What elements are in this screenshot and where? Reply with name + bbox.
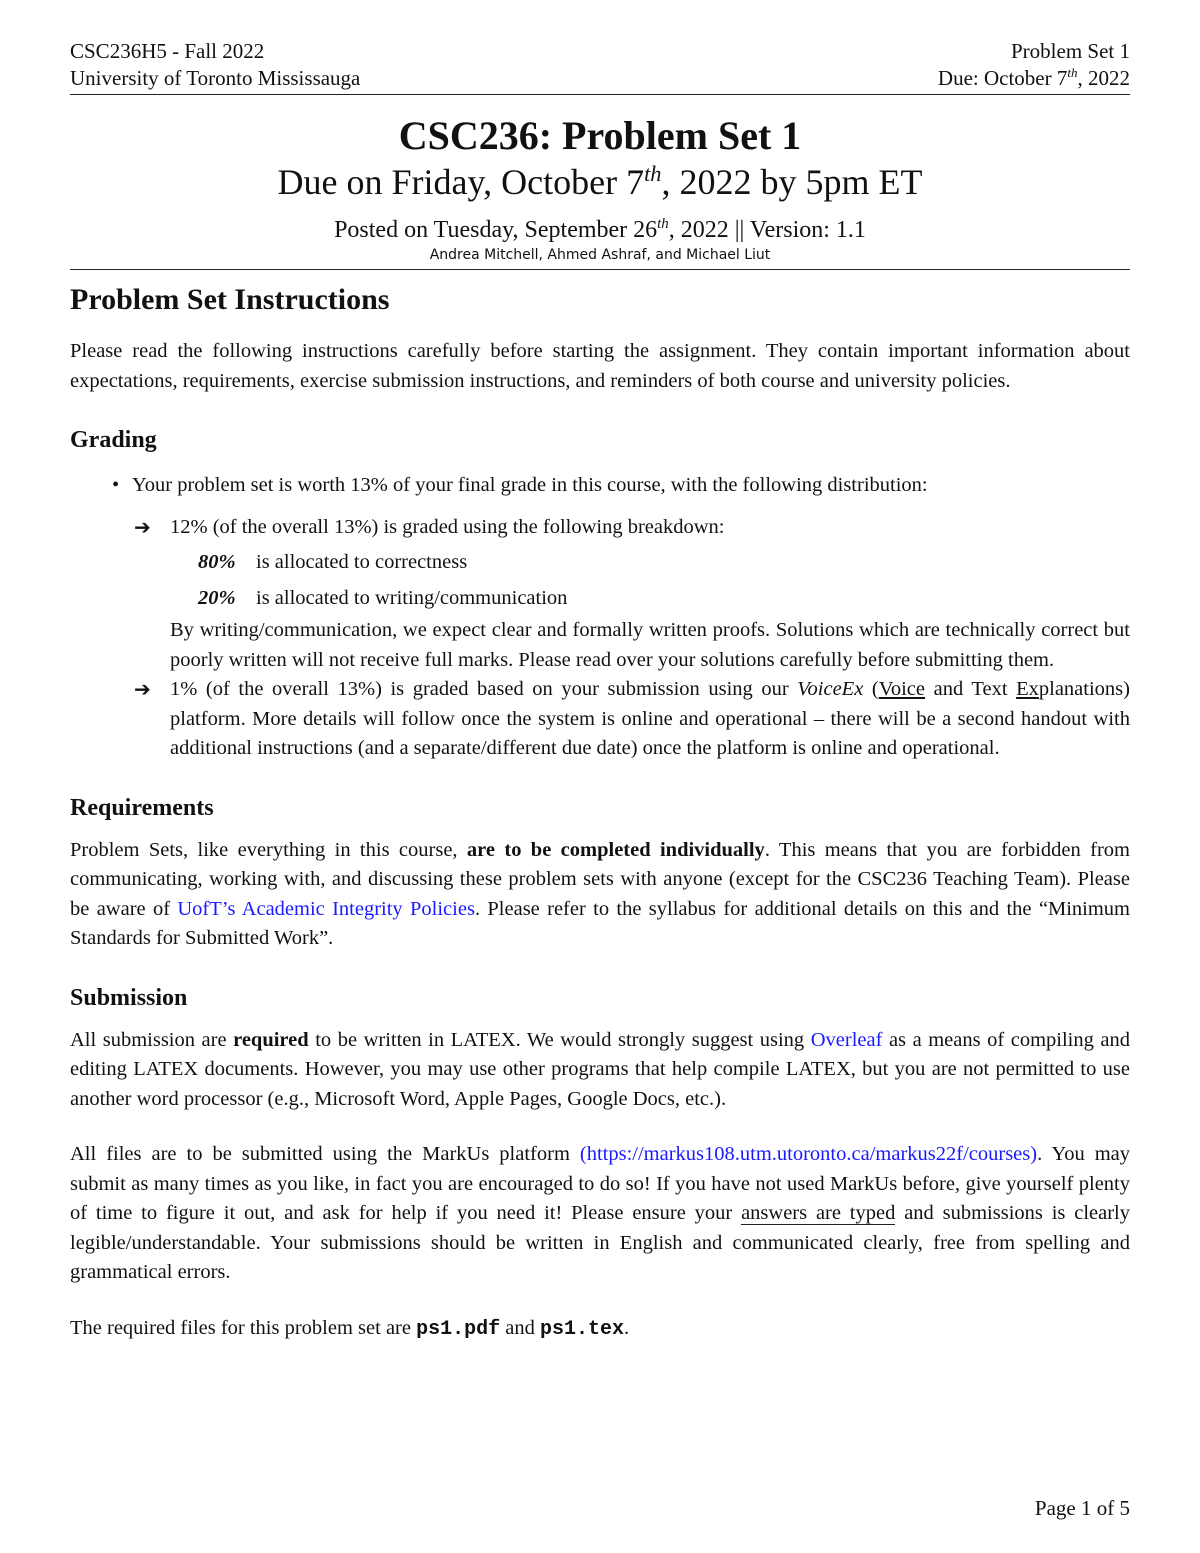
academic-integrity-link[interactable]: UofT’s Academic Integrity Policies bbox=[177, 897, 475, 920]
grading-heading: Grading bbox=[70, 427, 157, 453]
requirements-section bbox=[70, 792, 1130, 954]
grading-bullet: • Your problem set is worth 13% of your final grade in this course, with the following distribution: bbox=[70, 471, 1130, 501]
instructions-intro: Please read the following instructions carefully before starting the assignment. They contain important information about expectations, requirements, exercise submission instructions, and reminders of both course and university policies. bbox=[70, 340, 1130, 392]
breakdown-correctness: 80% is allocated to correctness bbox=[198, 551, 468, 573]
submission-paragraph-2: All files are to be submitted using the MarkUs platform (https://markus108.utm.utoronto.ca/markus22f/courses). You may submit as many times as you like, in fact you are encouraged to do so! If you have not used MarkUs before, give yourself plenty of time to figure it out, and ask for help if you need it! Please ensure your answers are typed and submissions is clearly legible/understandable. Your submissions should be written in English and communicated clearly, free from spelling and grammatical errors. bbox=[70, 1143, 1130, 1283]
submission-section bbox=[70, 982, 1130, 1345]
submission-heading: Submission bbox=[70, 984, 188, 1011]
due-line: Due on Friday, October 7th, 2022 by 5pm ET bbox=[277, 161, 923, 202]
authors: Andrea Mitchell, Ahmed Ashraf, and Michael Liut bbox=[429, 247, 771, 263]
header-university: University of Toronto Mississauga bbox=[70, 66, 361, 90]
breakdown-writing: 20% is allocated to writing/communication bbox=[198, 587, 568, 609]
header-due-date: Due: October 7th, 2022 bbox=[937, 65, 1130, 90]
requirements-text: Problem Sets, like everything in this course, are to be completed individually. This means that you are forbidden from communicating, working with, and discussing these problem sets with anyone (except for the CSC236 Teaching Team). Please be aware of UofT’s Academic Integrity Policies. Please refer to the syllabus for additional details on this and the “Minimum Standards for Submitted Work”. bbox=[70, 838, 1130, 949]
page-number: Page 1 of 5 bbox=[1034, 1496, 1130, 1520]
arrow-right-icon: ➔ bbox=[134, 677, 151, 701]
document-page bbox=[70, 38, 1130, 1344]
submission-paragraph-3: The required files for this problem set are ps1.pdf and ps1.tex. bbox=[70, 1316, 630, 1341]
header-course: CSC236H5 - Fall 2022 bbox=[70, 39, 265, 63]
grading-item-1: ➔ 12% (of the overall 13%) is graded using the following breakdown: bbox=[118, 513, 1130, 543]
title-divider bbox=[70, 269, 1130, 270]
grading-item-2: ➔ 1% (of the overall 13%) is graded based on your submission using our VoiceEx (Voice and Text Explanations) platform. More details will follow once the system is online and operational – there will be a second handout with additional instructions (and a separate/different due date) once the platform is online and operational. bbox=[118, 675, 1130, 764]
instructions-heading: Problem Set Instructions bbox=[70, 283, 390, 316]
file-ps1-tex: ps1.tex bbox=[539, 1317, 624, 1341]
running-header bbox=[70, 38, 1130, 95]
arrow-right-icon: ➔ bbox=[134, 514, 151, 539]
bullet-dot-icon: • bbox=[112, 474, 120, 496]
page-title: CSC236: Problem Set 1 bbox=[398, 113, 802, 158]
submission-paragraph-1: All submission are required to be written in LATEX. We would strongly suggest using Overleaf as a means of compiling and editing LATEX documents. However, you may use other programs that help compile LATEX, but you are not permitted to use another word processor (e.g., Microsoft Word, Apple Pages, Google Docs, etc.). bbox=[70, 1028, 1130, 1110]
grading-section bbox=[70, 424, 1130, 764]
header-problem-set: Problem Set 1 bbox=[1011, 39, 1130, 63]
posted-line: Posted on Tuesday, September 26th, 2022 || Version: 1.1 bbox=[334, 216, 866, 243]
file-ps1-pdf: ps1.pdf bbox=[416, 1317, 501, 1341]
markus-url-link[interactable]: (https://markus108.utm.utoronto.ca/markus22f/courses) bbox=[579, 1143, 1038, 1165]
writing-note-row bbox=[118, 616, 1130, 675]
overleaf-link[interactable]: Overleaf bbox=[810, 1028, 883, 1051]
requirements-heading: Requirements bbox=[70, 794, 214, 821]
writing-note: By writing/communication, we expect clear and formally written proofs. Solutions which are technically correct but poorly written will not receive full marks. Please read over your solutions carefully before submitting them. bbox=[170, 619, 1130, 671]
title-block bbox=[70, 113, 1130, 265]
